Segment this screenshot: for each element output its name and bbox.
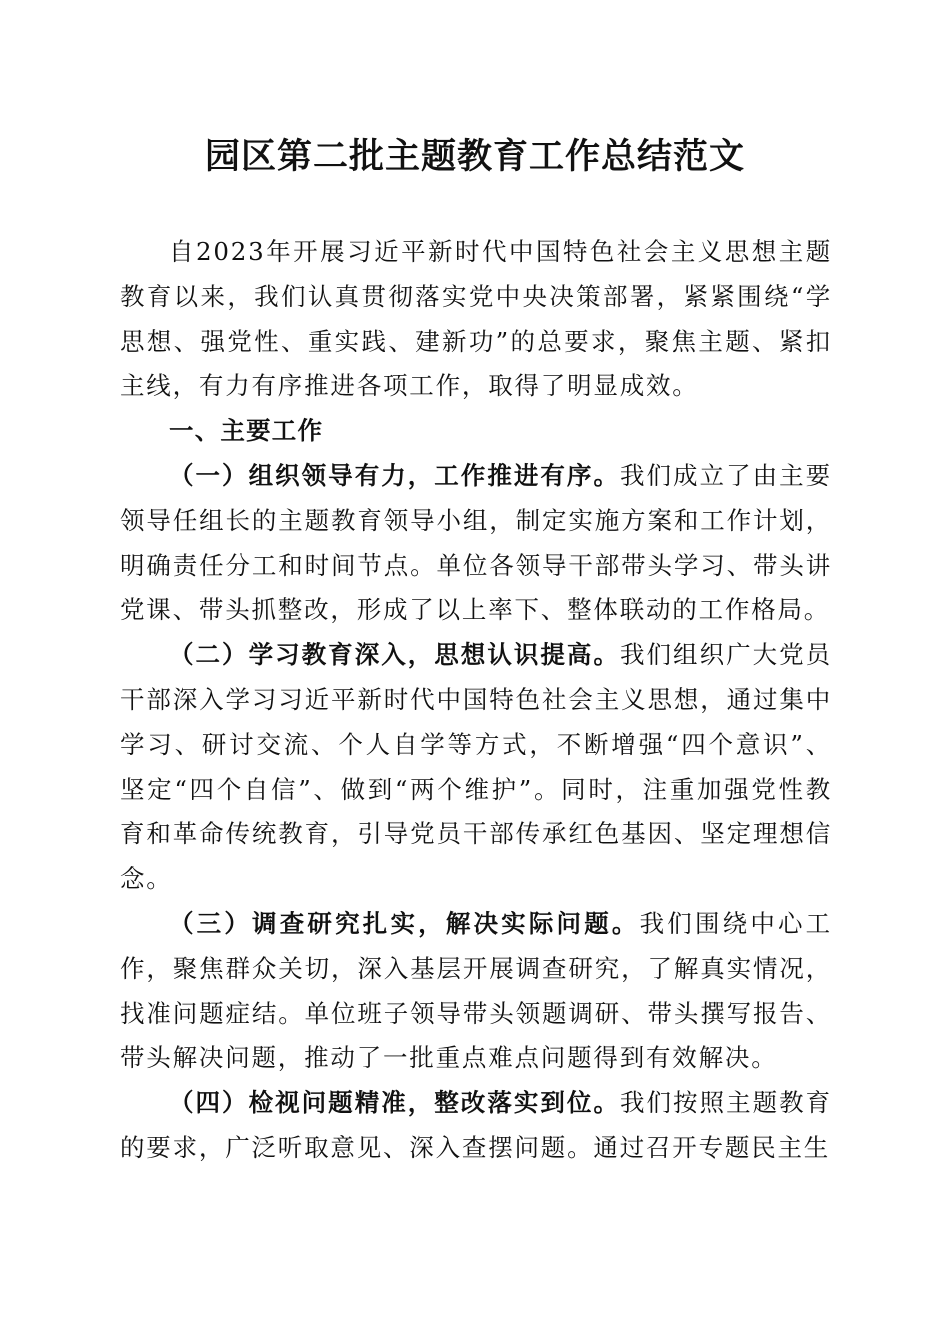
item-text-1: 我们成立了由主要领导任组长的主题教育领导小组，制定实施方案和工作计划，明确责任分工和时间节点。单位各领导干部带头学习、带头讲党课、带头抓整改，形成了以上率下、整体联动的工作格局。 bbox=[120, 460, 832, 625]
item-paragraph-3 bbox=[120, 902, 832, 1081]
intro-paragraph: 自2023年开展习近平新时代中国特色社会主义思想主题教育以来，我们认真贯彻落实党中央决策部署，紧紧围绕“学思想、强党性、重实践、建新功”的总要求，聚焦主题、紧扣主线，有力有序推进各项工作，取得了明显成效。 bbox=[120, 237, 832, 401]
document-title: 园区第二批主题教育工作总结范文 bbox=[204, 137, 745, 177]
item-text-3: 我们围绕中心工作，聚焦群众关切，深入基层开展调查研究，了解真实情况，找准问题症结。单位班子领导带头领题调研、带头撰写报告、带头解决问题，推动了一批重点难点问题得到有效解决。 bbox=[120, 908, 832, 1073]
section-heading: 一、主要工作 bbox=[169, 416, 324, 446]
item-paragraph-1 bbox=[120, 454, 832, 633]
item-lead-3: （三）调查研究扎实，解决实际问题。 bbox=[169, 908, 640, 938]
item-lead-4: （四）检视问题精准，整改落实到位。 bbox=[169, 1088, 620, 1118]
item-paragraph-2 bbox=[120, 633, 832, 902]
item-text-2: 我们组织广大党员干部深入学习习近平新时代中国特色社会主义思想，通过集中学习、研讨交流、个人自学等方式，不断增强“四个意识”、坚定“四个自信”、做到“两个维护”。同时，注重加强党性教育和革命传统教育，引导党员干部传承红色基因、坚定理想信念。 bbox=[120, 640, 832, 894]
item-paragraph-4 bbox=[120, 1081, 832, 1171]
document-body bbox=[120, 230, 832, 1171]
item-lead-2: （二）学习教育深入，思想认识提高。 bbox=[169, 640, 620, 670]
item-text-4: 我们按照主题教育的要求，广泛听取意见、深入查摆问题。通过召开专题民主生 bbox=[120, 1088, 832, 1162]
item-lead-1: （一）组织领导有力，工作推进有序。 bbox=[169, 460, 620, 490]
